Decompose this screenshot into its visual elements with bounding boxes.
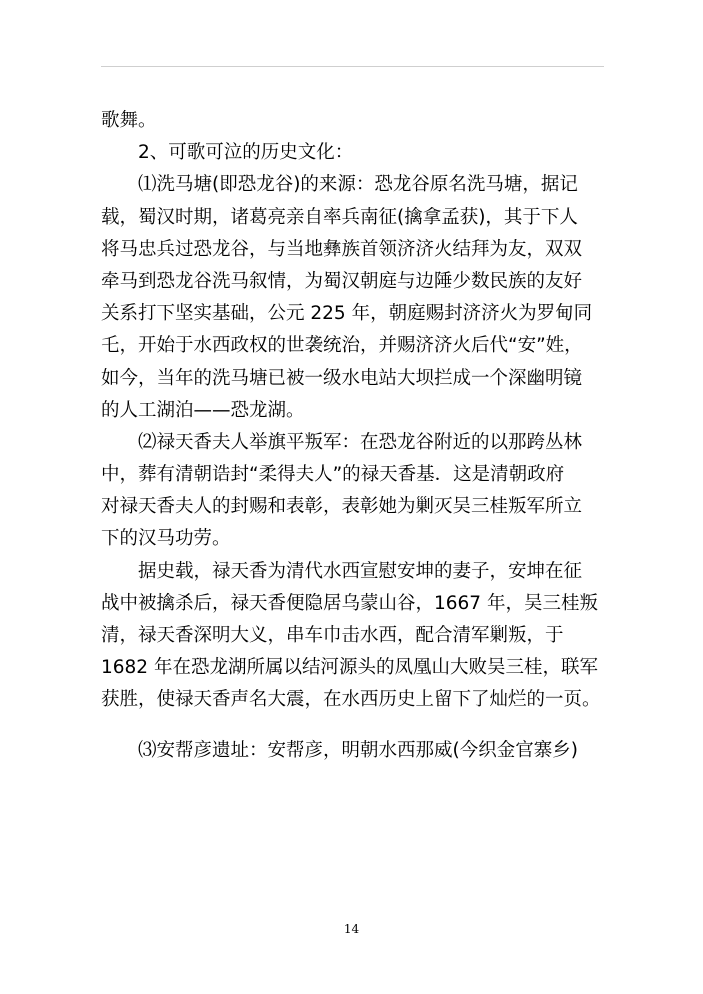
text-line: 乇，开始于水西政权的世袭统治，并赐济济火后代“安”姓，: [101, 335, 583, 357]
text-line: 的人工湖泊——恐龙湖。: [101, 399, 305, 421]
header-rule: [101, 66, 604, 67]
text-line: 清，禄天香深明大义，串车巾击水西，配合清军剿叛，于: [101, 625, 564, 646]
text-line: 中，葬有清朝诰封“柔得夫人”的禄天香基．这是清朝政府: [101, 464, 565, 486]
text-line: 关系打下坚实基础，公元 225 年，朝庭赐封济济火为罗甸同: [101, 303, 593, 325]
page-number: 14: [343, 922, 360, 936]
text-line: 1682 年在恐龙湖所属以结河源头的凤凰山大败吴三桂，联军: [101, 657, 598, 679]
section-heading: 2、可歌可泣的历史文化：: [101, 142, 354, 164]
text-line: ⑵禄天香夫人举旗平叛军：在恐龙谷附近的以那跨丛林: [101, 431, 583, 453]
text-line: 对禄天香夫人的封赐和表彰，表彰她为剿灭吴三桂叛军所立: [101, 496, 583, 518]
text-line: 如今，当年的洗马塘已被一级水电站大坝拦成一个深幽明镜: [101, 367, 583, 389]
text-line: ⑶安帮彦遗址：安帮彦，明朝水西那威(今织金官寨乡): [101, 739, 578, 761]
text-line: 战中被擒杀后，禄天香便隐居乌蒙山谷，1667 年，吴三桂叛: [101, 592, 598, 614]
text-line: ⑴洗马塘(即恐龙谷)的来源：恐龙谷原名洗马塘，据记: [101, 174, 578, 196]
text-line: 据史载，禄天香为清代水西宣慰安坤的妻子，安坤在征: [101, 560, 583, 582]
text-line: 获胜，使禄天香声名大震，在水西历史上留下了灿烂的一页。: [101, 689, 601, 711]
text-line: 载，蜀汉时期，诸葛亮亲自率兵南征(擒拿孟获)，其于下人: [101, 206, 578, 228]
text-line: 将马忠兵过恐龙谷，与当地彝族首领济济火结拜为友，双双: [101, 238, 583, 260]
text-line: 下的汉马功劳。: [101, 528, 231, 550]
text-line: 牵马到恐龙谷洗马叙情，为蜀汉朝庭与边陲少数民族的友好: [101, 270, 583, 292]
text-line: 歌舞。: [101, 110, 157, 131]
body-text: [101, 105, 611, 767]
